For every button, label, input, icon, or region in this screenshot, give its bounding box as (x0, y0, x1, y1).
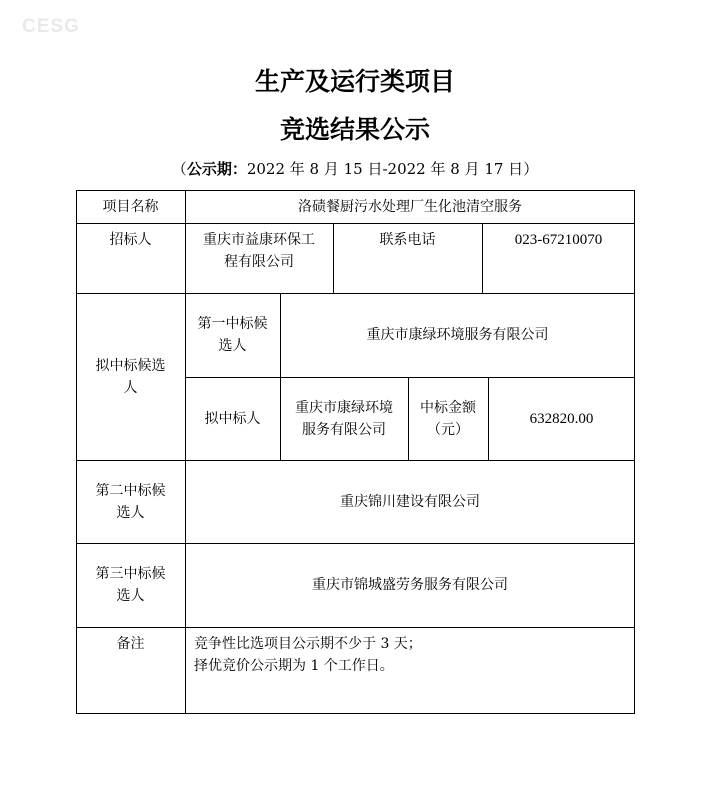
amount-value: 632820.00 (529, 410, 594, 427)
project-name-label: 项目名称 (102, 198, 159, 215)
amount-label (408, 377, 488, 460)
period-open-paren: （ (171, 160, 187, 178)
first-candidate-label (185, 293, 280, 377)
first-candidate-label-line2: 选人 (218, 338, 247, 354)
third-candidate-label-line2: 选人 (116, 588, 145, 604)
second-candidate-value: 重庆锦川建设有限公司 (340, 493, 480, 510)
remarks-value (185, 627, 635, 713)
tenderer-label: 招标人 (109, 232, 152, 248)
first-candidate-label-line1: 第一中标候 (197, 316, 268, 332)
third-candidate-value: 重庆市锦城盛劳务服务有限公司 (312, 577, 508, 593)
document-title: 生产及运行类项目 (254, 67, 455, 96)
remarks-line1: 竞争性比选项目公示期不少于 3 天； (194, 636, 422, 652)
contact-value: 023-67210070 (514, 232, 603, 248)
tenderer-value-line1: 重庆市益康环保工 (203, 232, 315, 248)
period-value: 2022 年 8 月 15 日-2022 年 8 月 17 日 (246, 160, 524, 178)
second-candidate-label-line2: 选人 (116, 504, 145, 521)
third-candidate-label-line1: 第三中标候 (95, 566, 166, 582)
winner-value-line1: 重庆市康绿环境 (295, 399, 393, 416)
tenderer-value-line2: 程有限公司 (224, 254, 294, 270)
third-candidate-label (76, 543, 185, 627)
tenderer-value (185, 223, 333, 293)
publicity-period (0, 159, 710, 179)
candidate-group-label (76, 293, 185, 460)
first-candidate-value: 重庆市康绿环境服务有限公司 (366, 327, 549, 343)
winner-value (280, 377, 408, 460)
candidate-group-line2: 人 (123, 379, 138, 396)
remarks-line2: 择优竞价公示期为 1 个工作日。 (194, 658, 394, 674)
watermark-logo: CESG (22, 16, 80, 37)
period-close-paren: ） (523, 160, 539, 178)
remarks-label: 备注 (116, 636, 145, 652)
period-label: 公示期： (186, 160, 247, 178)
contact-label: 联系电话 (379, 232, 436, 248)
project-name-value: 洛碛餐厨污水处理厂生化池清空服务 (298, 198, 522, 215)
amount-label-line1: 中标金额 (420, 399, 476, 416)
document-subtitle: 竞选结果公示 (279, 115, 430, 144)
winner-value-line2: 服务有限公司 (302, 421, 386, 438)
winner-label: 拟中标人 (204, 410, 261, 427)
second-candidate-label (76, 460, 185, 543)
candidate-group-line1: 拟中标候选 (95, 357, 166, 374)
table-border-bottom (76, 713, 635, 714)
amount-label-line2: （元） (427, 421, 469, 438)
second-candidate-label-line1: 第二中标候 (95, 482, 166, 499)
result-table (76, 190, 635, 714)
